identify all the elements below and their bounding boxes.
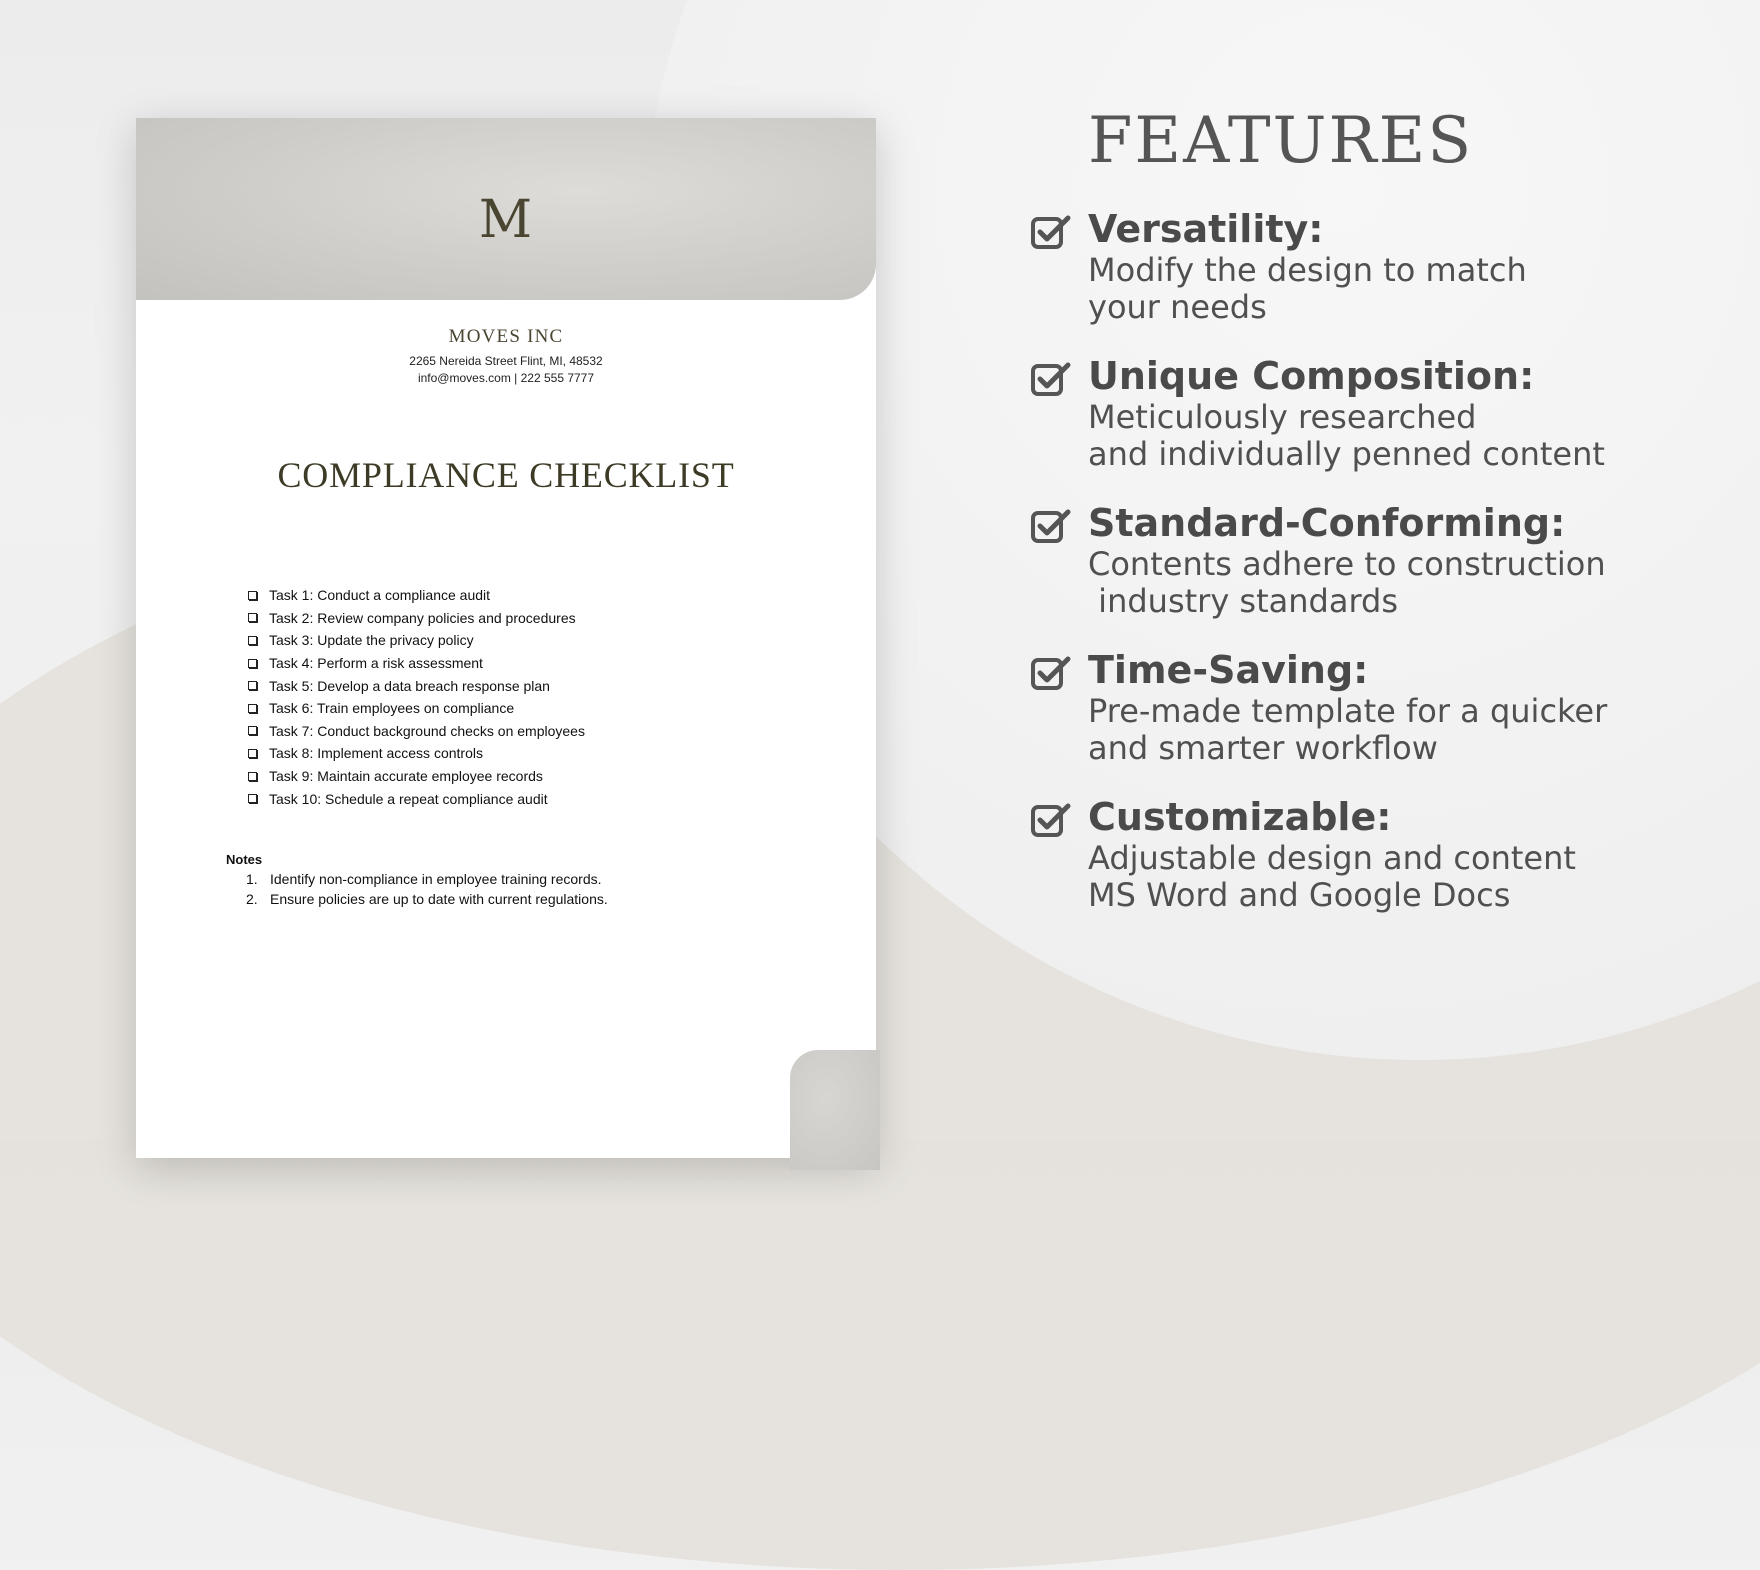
task-label: Task 5: Develop a data breach response plan — [269, 677, 550, 694]
feature-description-line: Pre-made template for a quicker — [1088, 692, 1608, 730]
task-label: Task 3: Update the privacy policy — [269, 632, 474, 649]
checklist-item — [248, 584, 808, 607]
document-preview — [136, 118, 876, 1158]
checkbox-check-icon — [1030, 655, 1072, 693]
note-item — [246, 869, 806, 889]
checklist-item — [248, 742, 808, 765]
checklist-item — [248, 629, 808, 652]
feature-description-line: industry standards — [1088, 582, 1399, 620]
checkbox-check-icon — [1030, 361, 1072, 399]
checkbox-icon — [248, 636, 257, 645]
checklist-item — [248, 652, 808, 675]
checkbox-check-icon — [1030, 214, 1072, 252]
feature-description-line: MS Word and Google Docs — [1088, 876, 1511, 914]
note-text: Ensure policies are up to date with current regulations. — [270, 891, 608, 907]
company-contact: info@moves.com | 222 555 7777 — [417, 371, 595, 385]
feature-title: Standard-Conforming: — [1088, 501, 1566, 545]
checklist-item — [248, 720, 808, 743]
checkbox-icon — [248, 681, 257, 690]
checkbox-icon — [248, 704, 257, 713]
task-label: Task 8: Implement access controls — [269, 745, 483, 762]
company-address: 2265 Nereida Street Flint, MI, 48532 — [409, 354, 603, 368]
checkbox-icon — [248, 772, 257, 781]
checkbox-icon — [248, 591, 257, 600]
checkbox-icon — [248, 613, 257, 622]
feature-description-line: Adjustable design and content — [1088, 839, 1576, 877]
feature-description-line: Contents adhere to construction — [1088, 545, 1606, 583]
task-label: Task 4: Perform a risk assessment — [269, 655, 483, 672]
document-header-band — [136, 118, 876, 300]
notes-heading: Notes — [226, 852, 263, 867]
task-label: Task 10: Schedule a repeat compliance audit — [269, 790, 548, 807]
checkbox-icon — [248, 726, 257, 735]
checkbox-check-icon — [1030, 802, 1072, 840]
task-checklist — [248, 584, 808, 810]
note-item — [246, 889, 806, 909]
checkbox-check-icon — [1030, 508, 1072, 546]
features-heading: FEATURES — [1088, 104, 1474, 178]
notes-list — [246, 869, 806, 909]
feature-title: Unique Composition: — [1088, 354, 1535, 398]
checkbox-icon — [248, 659, 257, 668]
note-number: 1. — [246, 871, 258, 887]
task-label: Task 9: Maintain accurate employee records — [269, 768, 543, 785]
checklist-item — [248, 765, 808, 788]
feature-title: Versatility: — [1088, 207, 1324, 251]
company-name: MOVES INC — [448, 326, 564, 347]
feature-title: Time-Saving: — [1088, 648, 1369, 692]
checkbox-icon — [248, 794, 257, 803]
checklist-item — [248, 697, 808, 720]
company-monogram: M — [478, 190, 534, 250]
task-label: Task 6: Train employees on compliance — [269, 700, 515, 717]
feature-description-line: Meticulously researched — [1088, 398, 1477, 436]
checklist-item — [248, 607, 808, 630]
feature-description-line: and smarter workflow — [1088, 729, 1438, 767]
checklist-item — [248, 787, 808, 810]
task-label: Task 1: Conduct a compliance audit — [269, 587, 491, 604]
task-label: Task 7: Conduct background checks on employees — [269, 722, 585, 739]
feature-description-line: Modify the design to match — [1088, 251, 1527, 289]
note-text: Identify non-compliance in employee training records. — [270, 871, 602, 887]
feature-description-line: and individually penned content — [1088, 435, 1605, 473]
note-number: 2. — [246, 891, 258, 907]
document-title: COMPLIANCE CHECKLIST — [277, 455, 735, 495]
checkbox-icon — [248, 749, 257, 758]
task-label: Task 2: Review company policies and procedures — [269, 609, 576, 626]
document-corner-tab — [790, 1050, 880, 1170]
feature-title: Customizable: — [1088, 795, 1392, 839]
feature-description-line: your needs — [1088, 288, 1267, 326]
checklist-item — [248, 674, 808, 697]
